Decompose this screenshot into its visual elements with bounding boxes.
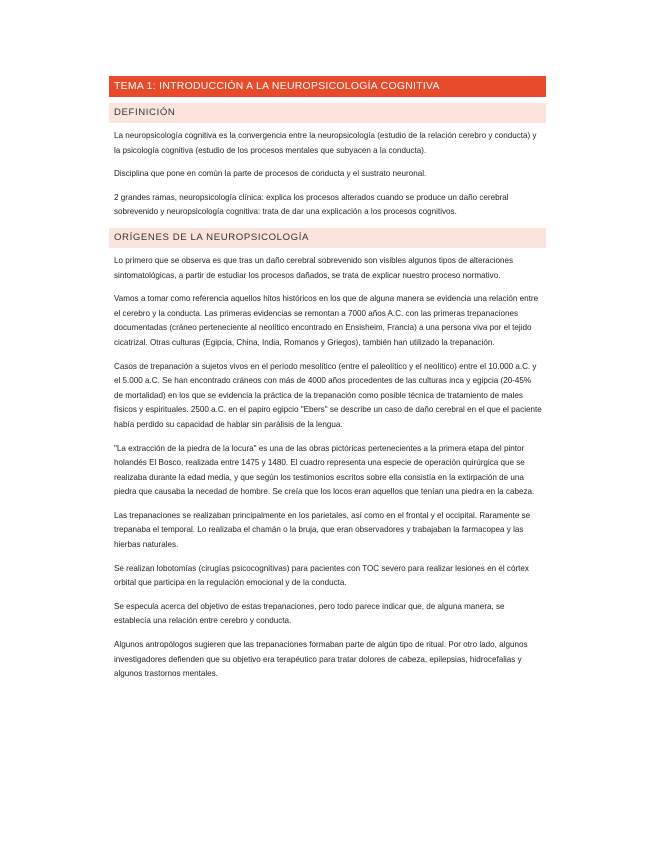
paragraph: Disciplina que pone en común la parte de procesos de conducta y el sustrato neuronal. xyxy=(114,169,427,179)
paragraph: La neuropsicología cognitiva es la convergencia entre la neuropsicología (estudio de la relación cerebro y conducta) y la psicología cognitiva (estudio de los procesos mentales que subyacen a la conducta). xyxy=(114,131,537,155)
section-heading-origenes: ORÍGENES DE LA NEUROPSICOLOGÍA xyxy=(109,228,546,248)
paragraph: Casos de trepanación a sujetos vivos en el período mesolítico (entre el paleolítico y el neolítico) entre el 10.000 a.C. y el 5.000 a.C. Se han encontrado cráneos con más de 4000 años procedentes de las culturas inca y egipcia (20-45% de mortalidad) en los que se evidencia la práctica de la trepanación como posible técnica de tratamiento de males físicos y espirituales. 2500 a.C. en el papiro egipcio "Ebers" se describe un caso de daño cerebral en el que el paciente había perdido su capacidad de hablar sin parálisis de la lengua. xyxy=(114,361,542,429)
paragraph: Lo primero que se observa es que tras un daño cerebral sobrevenido son visibles algunos tipos de alteraciones sintomatológicas, a partir de estudiar los procesos dañados, se trata de explicar nuestro proceso normativo. xyxy=(114,255,514,280)
paragraph: 2 grandes ramas, neuropsicología clínica: explica los procesos alterados cuando se produce un daño cerebral sobrevenido y neuropsicología cognitiva: trata de dar una explicación a los procesos cognitivos. xyxy=(114,192,509,217)
paragraph: Se especula acerca del objetivo de estas trepanaciones, pero todo parece indicar que, de alguna manera, se establecía una relación entre cerebro y conducta. xyxy=(114,601,505,626)
paragraph: Algunos antropólogos sugieren que las trepanaciones formaban parte de algún tipo de ritual. Por otro lado, algunos investigadores defienden que su objetivo era terapéutico para tratar dolores de cabeza, epilepsias, hidrocefalias y algunos trastornos mentales. xyxy=(114,640,528,679)
page-title: TEMA 1: INTRODUCCIÓN A LA NEUROPSICOLOGÍA COGNITIVA xyxy=(109,76,546,97)
paragraph: Las trepanaciones se realizaban principalmente en los parietales, así como en el frontal y el occipital. Raramente se trepanaba el temporal. Lo realizaba el chamán o la bruja, que eran observadores y trabajaban la farmacopea y las hierbas naturales. xyxy=(114,510,531,550)
paragraph: Se realizan lobotomías (cirugías psicocognitivas) para pacientes con TOC severo para realizar lesiones en el córtex orbital que participa en la regulación emocional y de la conducta. xyxy=(114,563,529,588)
section-heading-definicion: DEFINICIÓN xyxy=(109,103,546,123)
document-body xyxy=(109,76,546,682)
paragraph: Vamos a tomar como referencia aquellos hitos históricos en los que de alguna manera se evidencia una relación entre el cerebro y la conducta. Las primeras evidencias se remontan a 7000 años A.C. con las primeras trepanaciones documentadas (cráneo perteneciente al neolítico encontrado en Ensisheim, Francia) a una persona viva por el tejido cicatrizal. Otras culturas (Egipcia, China, India, Romanos y Griegos), también han utilizado la trepanación. xyxy=(114,294,539,347)
paragraph: "La extracción de la piedra de la locura" es una de las obras pictóricas pertenecientes a la primera etapa del pintor holandés El Bosco, realizada entre 1475 y 1480. El cuadro representa una especie de operación quirúrgica que se realizaba durante la edad media, y que según los testimonios escritos sobre ella consistía en la extirpación de una piedra que causaba la necedad de hombre. Se creía que los locos eran aquellos que tenían una piedra en la cabeza. xyxy=(114,443,535,497)
